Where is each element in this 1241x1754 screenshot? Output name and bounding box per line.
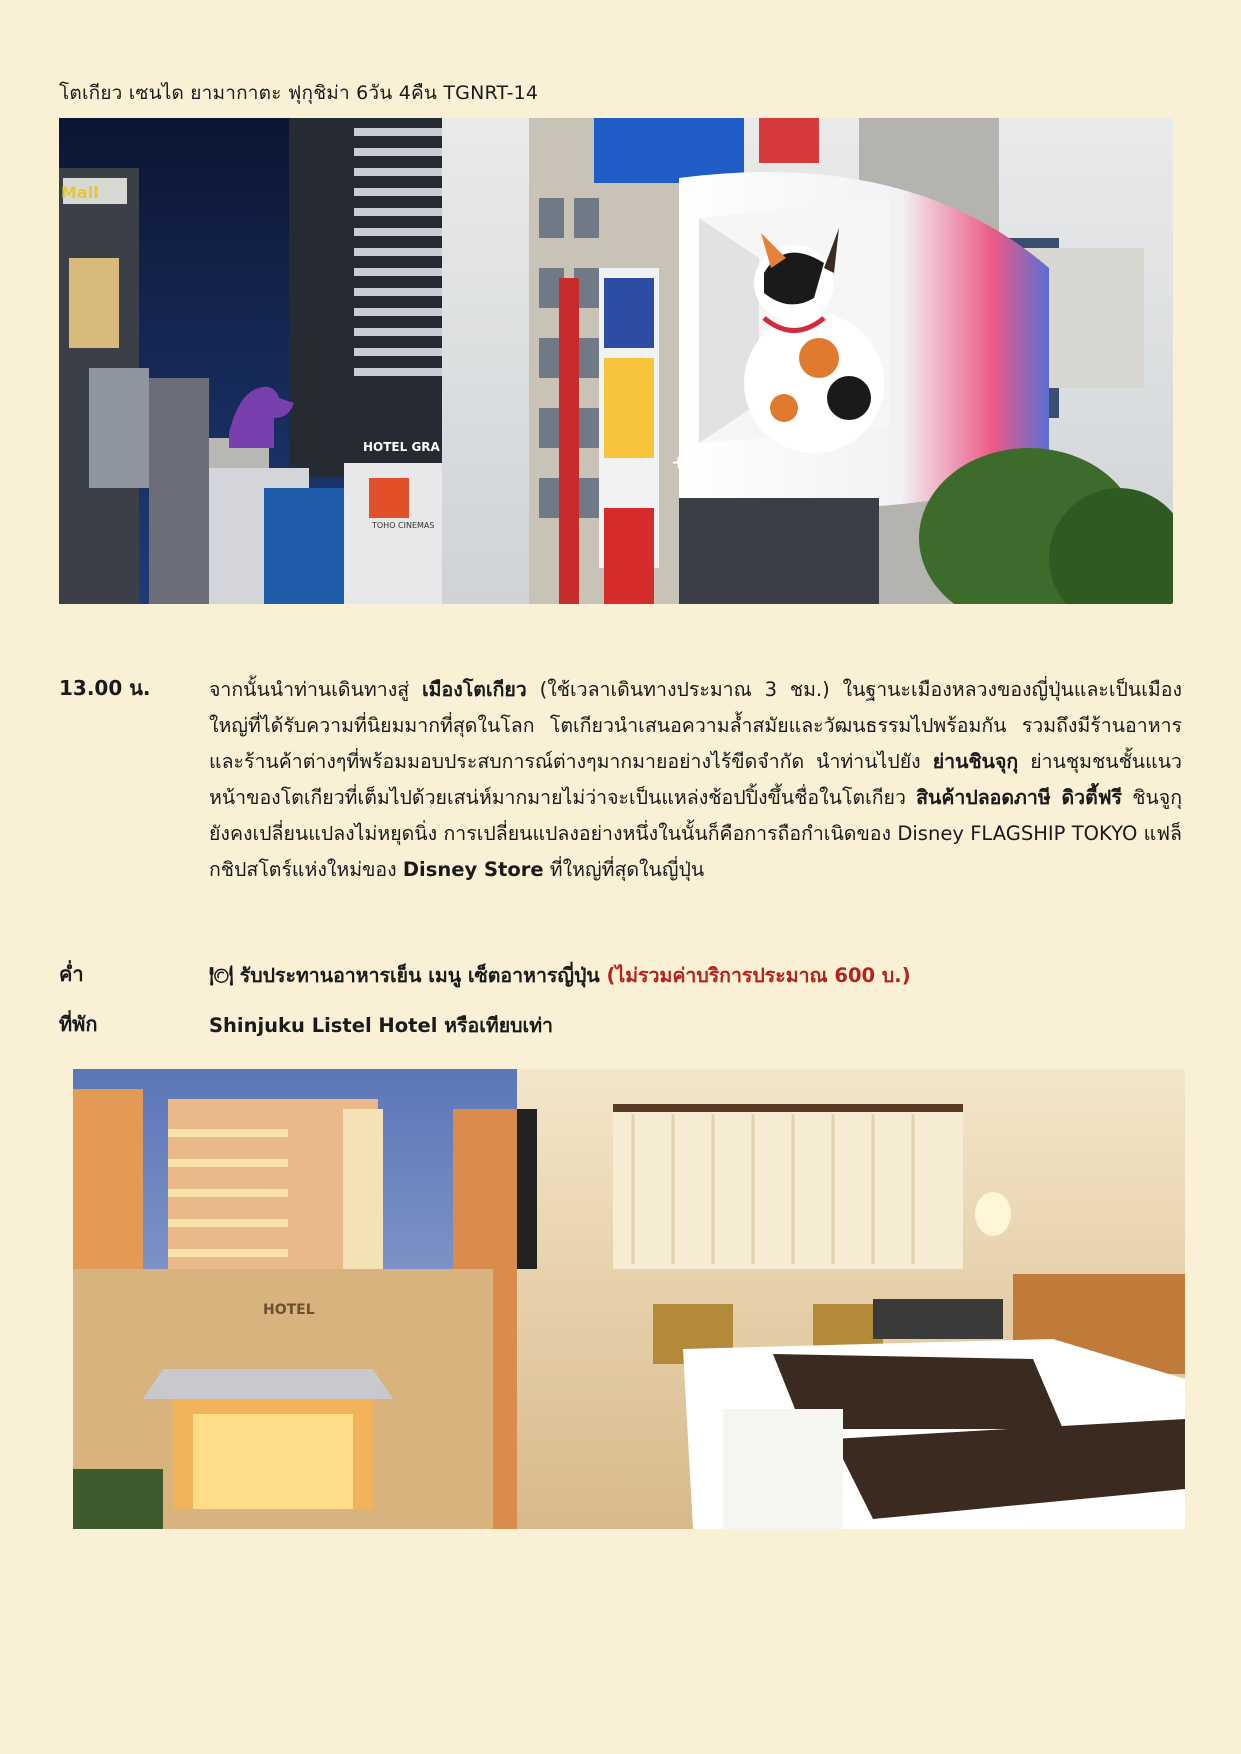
highlight-shinjuku: ย่านชินจุกุ xyxy=(932,750,1019,773)
hotel-photo xyxy=(73,1069,1185,1529)
mall-sign: Mall xyxy=(61,183,99,202)
document-header: โตเกียว เซนได ยามากาตะ ฟุกุชิม่า 6วัน 4คืน TGNRT-14 xyxy=(59,82,539,104)
hotel-name: Shinjuku Listel Hotel หรือเทียบเท่า xyxy=(209,1014,554,1037)
screen-counter: +1 xyxy=(671,452,699,473)
hotel-row xyxy=(59,1008,1182,1044)
dinner-label: ค่ำ xyxy=(59,962,84,986)
highlight-duty-free: สินค้าปลอดภาษี ดิวตี้ฟรี xyxy=(916,786,1123,809)
schedule-time: 13.00 น. xyxy=(59,676,151,700)
hotel-gracery-sign: HOTEL GRA xyxy=(363,440,440,454)
dinner-note: (ไม่รวมค่าบริการประมาณ 600 บ.) xyxy=(606,964,911,987)
hotel-exterior-sign: HOTEL xyxy=(263,1302,315,1318)
schedule-row xyxy=(59,672,1182,888)
shinjuku-photo xyxy=(59,118,1173,604)
hotel-label: ที่พัก xyxy=(59,1012,98,1036)
highlight-tokyo: เมืองโตเกียว xyxy=(422,678,527,701)
meal-icon: 🍽 xyxy=(209,964,234,987)
highlight-disney-store: Disney Store xyxy=(402,858,544,881)
dinner-text: รับประทานอาหารเย็น เมนู เซ็ตอาหารญี่ปุ่น xyxy=(239,964,607,987)
dinner-row xyxy=(59,958,1182,994)
schedule-description: จากนั้นนำท่านเดินทางสู่ เมืองโตเกียว (ใช้เวลาเดินทางประมาณ 3 ชม.) ในฐานะเมืองหลวงของญี่ปุ่นและเป็นเมืองใหญ่ที่ได้รับความที่นิยมมากที่สุดในโลก โตเกียวนำเสนอความล้ำสมัยและวัฒนธรรมไปพร้อมกัน รวมถึงมีร้านอาหาร และร้านค้าต่างๆที่พร้อมมอบประสบการณ์ต่างๆมากมายอย่างไร้ขีดจำกัด นำท่านไปยัง ย่านชินจุกุ ย่านชุมชนชั้นแนวหน้าของโตเกียวที่เต็มไปด้วยเสน่ห์มากมายไม่ว่าจะเป็นแหล่งช้อปปิ้งขึ้นชื่อในโตเกียว สินค้าปลอดภาษี ดิวตี้ฟรี ชินจูกุยังคงเปลี่ยนแปลงไม่หยุดนิ่ง การเปลี่ยนแปลงอย่างหนึ่งในนั้นก็คือการถือกำเนิดของ Disney FLAGSHIP TOKYO แฟล็กชิปสโตร์แห่งใหม่ของ Disney Store ที่ใหญ่ที่สุดในญี่ปุ่น xyxy=(209,678,1183,881)
toho-sign: TOHO CINEMAS xyxy=(372,521,435,530)
